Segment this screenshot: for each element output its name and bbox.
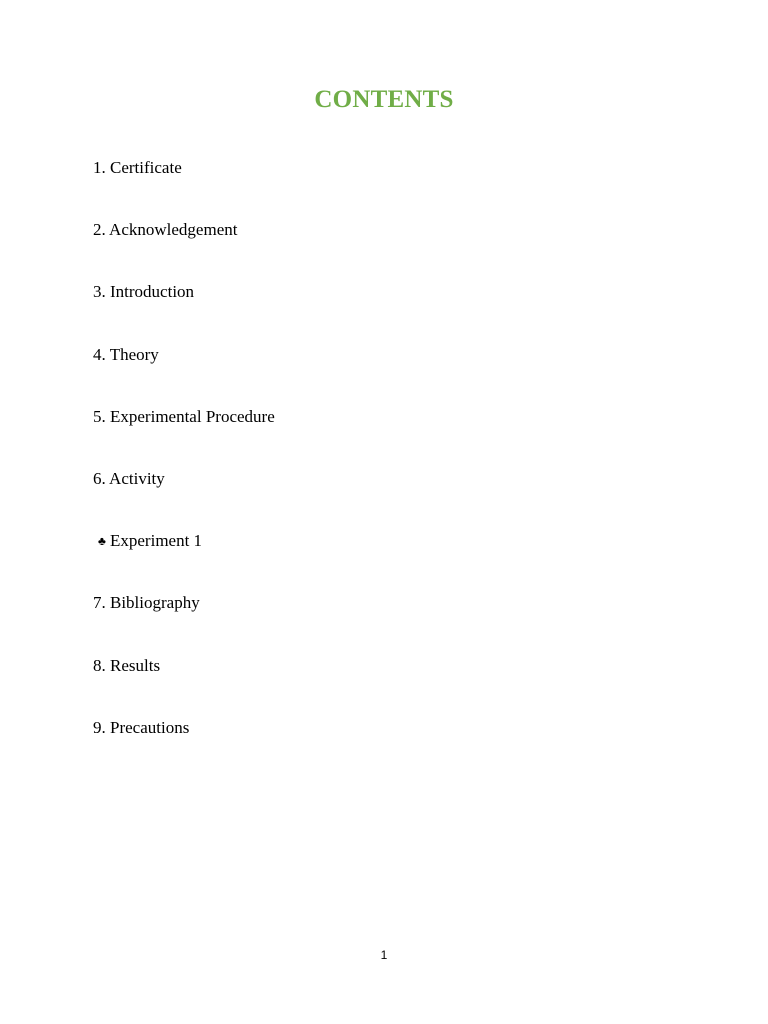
toc-subitem-experiment-1 [93,530,275,592]
toc-item-theory [93,344,275,406]
toc-item-text: 4. Theory [93,344,159,364]
toc-item-acknowledgement [93,219,275,281]
page-title: CONTENTS [314,86,454,113]
toc-item-results [93,655,275,717]
toc-item-certificate [93,157,275,219]
toc-item-text: 6. Activity [93,468,165,488]
toc-item-precautions [93,717,275,779]
toc-item-text: 7. Bibliography [93,593,200,613]
toc-item-experimental-procedure [93,406,275,468]
toc-item-bibliography [93,592,275,654]
toc-item-text: 9. Precautions [93,717,190,737]
toc-item-text: Experiment 1 [110,531,203,551]
table-of-contents [93,157,275,779]
toc-item-introduction [93,281,275,343]
toc-item-activity [93,468,275,530]
toc-item-text: 5. Experimental Procedure [93,406,275,426]
page-number: 1 [380,948,388,962]
club-bullet-icon: ♣ [98,534,106,549]
toc-item-text: 3. Introduction [93,282,195,302]
toc-item-text: 8. Results [93,655,161,675]
toc-item-text: 1. Certificate [93,158,182,177]
toc-item-text: 2. Acknowledgement [93,220,238,240]
